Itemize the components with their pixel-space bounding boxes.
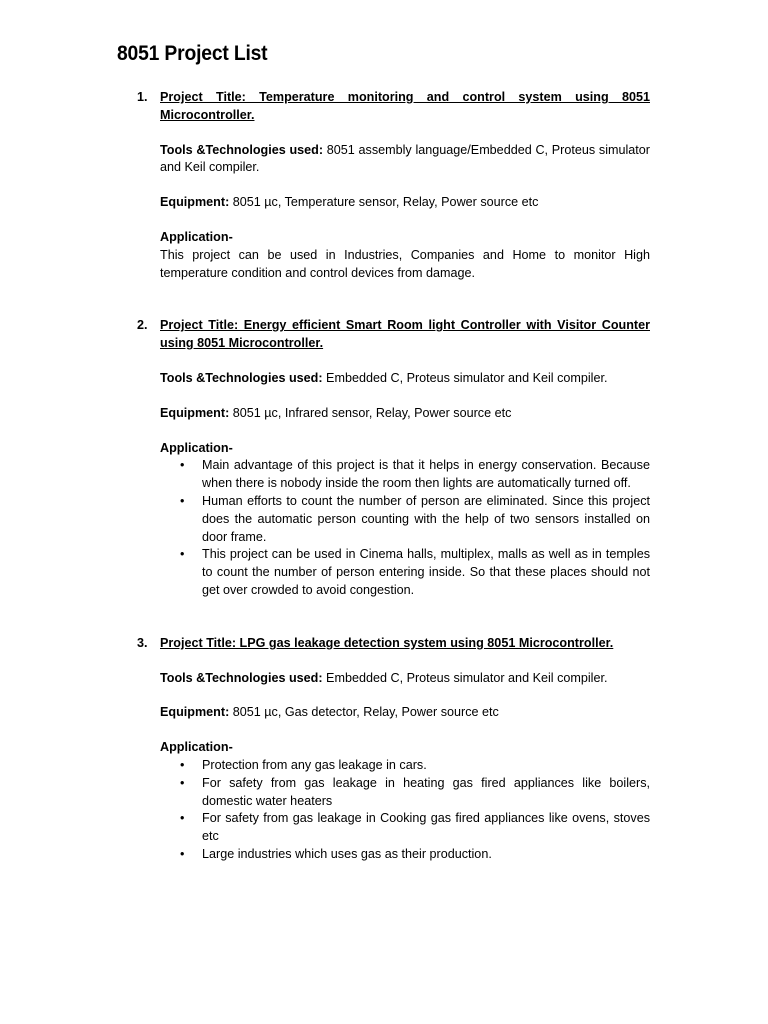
document-title: 8051 Project List [117, 42, 268, 65]
list-item [160, 810, 650, 846]
bullet-icon: • [180, 775, 185, 790]
application-label: Application- [160, 229, 233, 244]
tools-label: Tools &Technologies used: [160, 370, 323, 385]
bullet-icon: • [180, 493, 185, 508]
bullet-icon: • [180, 846, 185, 861]
bullet-icon: • [180, 547, 185, 562]
bullet-icon: • [180, 458, 185, 473]
equipment-label: Equipment: [160, 705, 230, 720]
list-item-text: Main advantage of this project is that it helps in energy conservation. Because when there is nobody inside the room then lights are automatically turned off. [202, 458, 650, 491]
list-item [160, 493, 650, 546]
tools-value: Embedded C, Proteus simulator and Keil compiler. [322, 370, 608, 385]
tools-paragraph [160, 142, 650, 178]
project-number: 1. [137, 90, 148, 104]
application-label: Application- [160, 740, 233, 755]
list-item [160, 457, 650, 493]
bullet-icon: • [180, 811, 185, 826]
tools-label: Tools &Technologies used: [160, 670, 323, 685]
list-item [160, 757, 650, 775]
equipment-paragraph [160, 704, 650, 722]
list-item-text: Human efforts to count the number of person are eliminated. Since this project does the automatic person counting with the help of two sensors installed on door frame. [202, 493, 650, 544]
equipment-value: 8051 µc, Temperature sensor, Relay, Power source etc [229, 195, 539, 210]
project-number: 2. [137, 318, 148, 333]
list-item-text: Protection from any gas leakage in cars. [202, 757, 427, 772]
list-item [160, 846, 650, 864]
list-item [160, 775, 650, 811]
equipment-paragraph [160, 405, 650, 423]
application-bullet-list [160, 457, 650, 599]
equipment-label: Equipment: [160, 405, 230, 420]
list-item-text: Large industries which uses gas as their production. [202, 846, 492, 861]
application-text: This project can be used in Industries, Companies and Home to monitor High temperature condition and control devices from damage. [160, 247, 650, 280]
project-1 [117, 89, 650, 282]
tools-paragraph [160, 370, 650, 388]
project-number: 3. [137, 635, 148, 650]
equipment-label: Equipment: [160, 195, 230, 210]
bullet-icon: • [180, 757, 185, 772]
application-bullet-list [160, 757, 650, 864]
application-label: Application- [160, 440, 233, 455]
list-item-text: For safety from gas leakage in heating gas fired appliances like boilers, domestic water heaters [202, 775, 650, 808]
project-title: Project Title: Energy efficient Smart Room light Controller with Visitor Counter using 8051 Microcontroller. [160, 318, 650, 351]
equipment-value: 8051 µc, Infrared sensor, Relay, Power source etc [229, 405, 512, 420]
tools-value: Embedded C, Proteus simulator and Keil compiler. [322, 670, 608, 685]
project-title: Project Title: LPG gas leakage detection system using 8051 Microcontroller. [160, 635, 614, 650]
list-item [160, 546, 650, 599]
project-3 [117, 635, 650, 864]
equipment-value: 8051 µc, Gas detector, Relay, Power source etc [229, 705, 499, 720]
tools-paragraph [160, 670, 650, 688]
tools-value: 8051 assembly language/Embedded C, Proteus simulator and Keil compiler. [160, 142, 651, 175]
tools-label: Tools &Technologies used: [160, 142, 324, 157]
list-item-text: This project can be used in Cinema halls, multiplex, malls as well as in temples to count the number of person entering inside. So that these places should not get over crowded to avoid congestion. [202, 547, 650, 597]
project-2 [117, 317, 650, 599]
list-item-text: For safety from gas leakage in Cooking gas fired appliances like ovens, stoves etc [202, 811, 650, 844]
project-title: Project Title: Temperature monitoring and control system using 8051 Microcontroller. [160, 90, 650, 122]
equipment-paragraph [160, 194, 650, 212]
